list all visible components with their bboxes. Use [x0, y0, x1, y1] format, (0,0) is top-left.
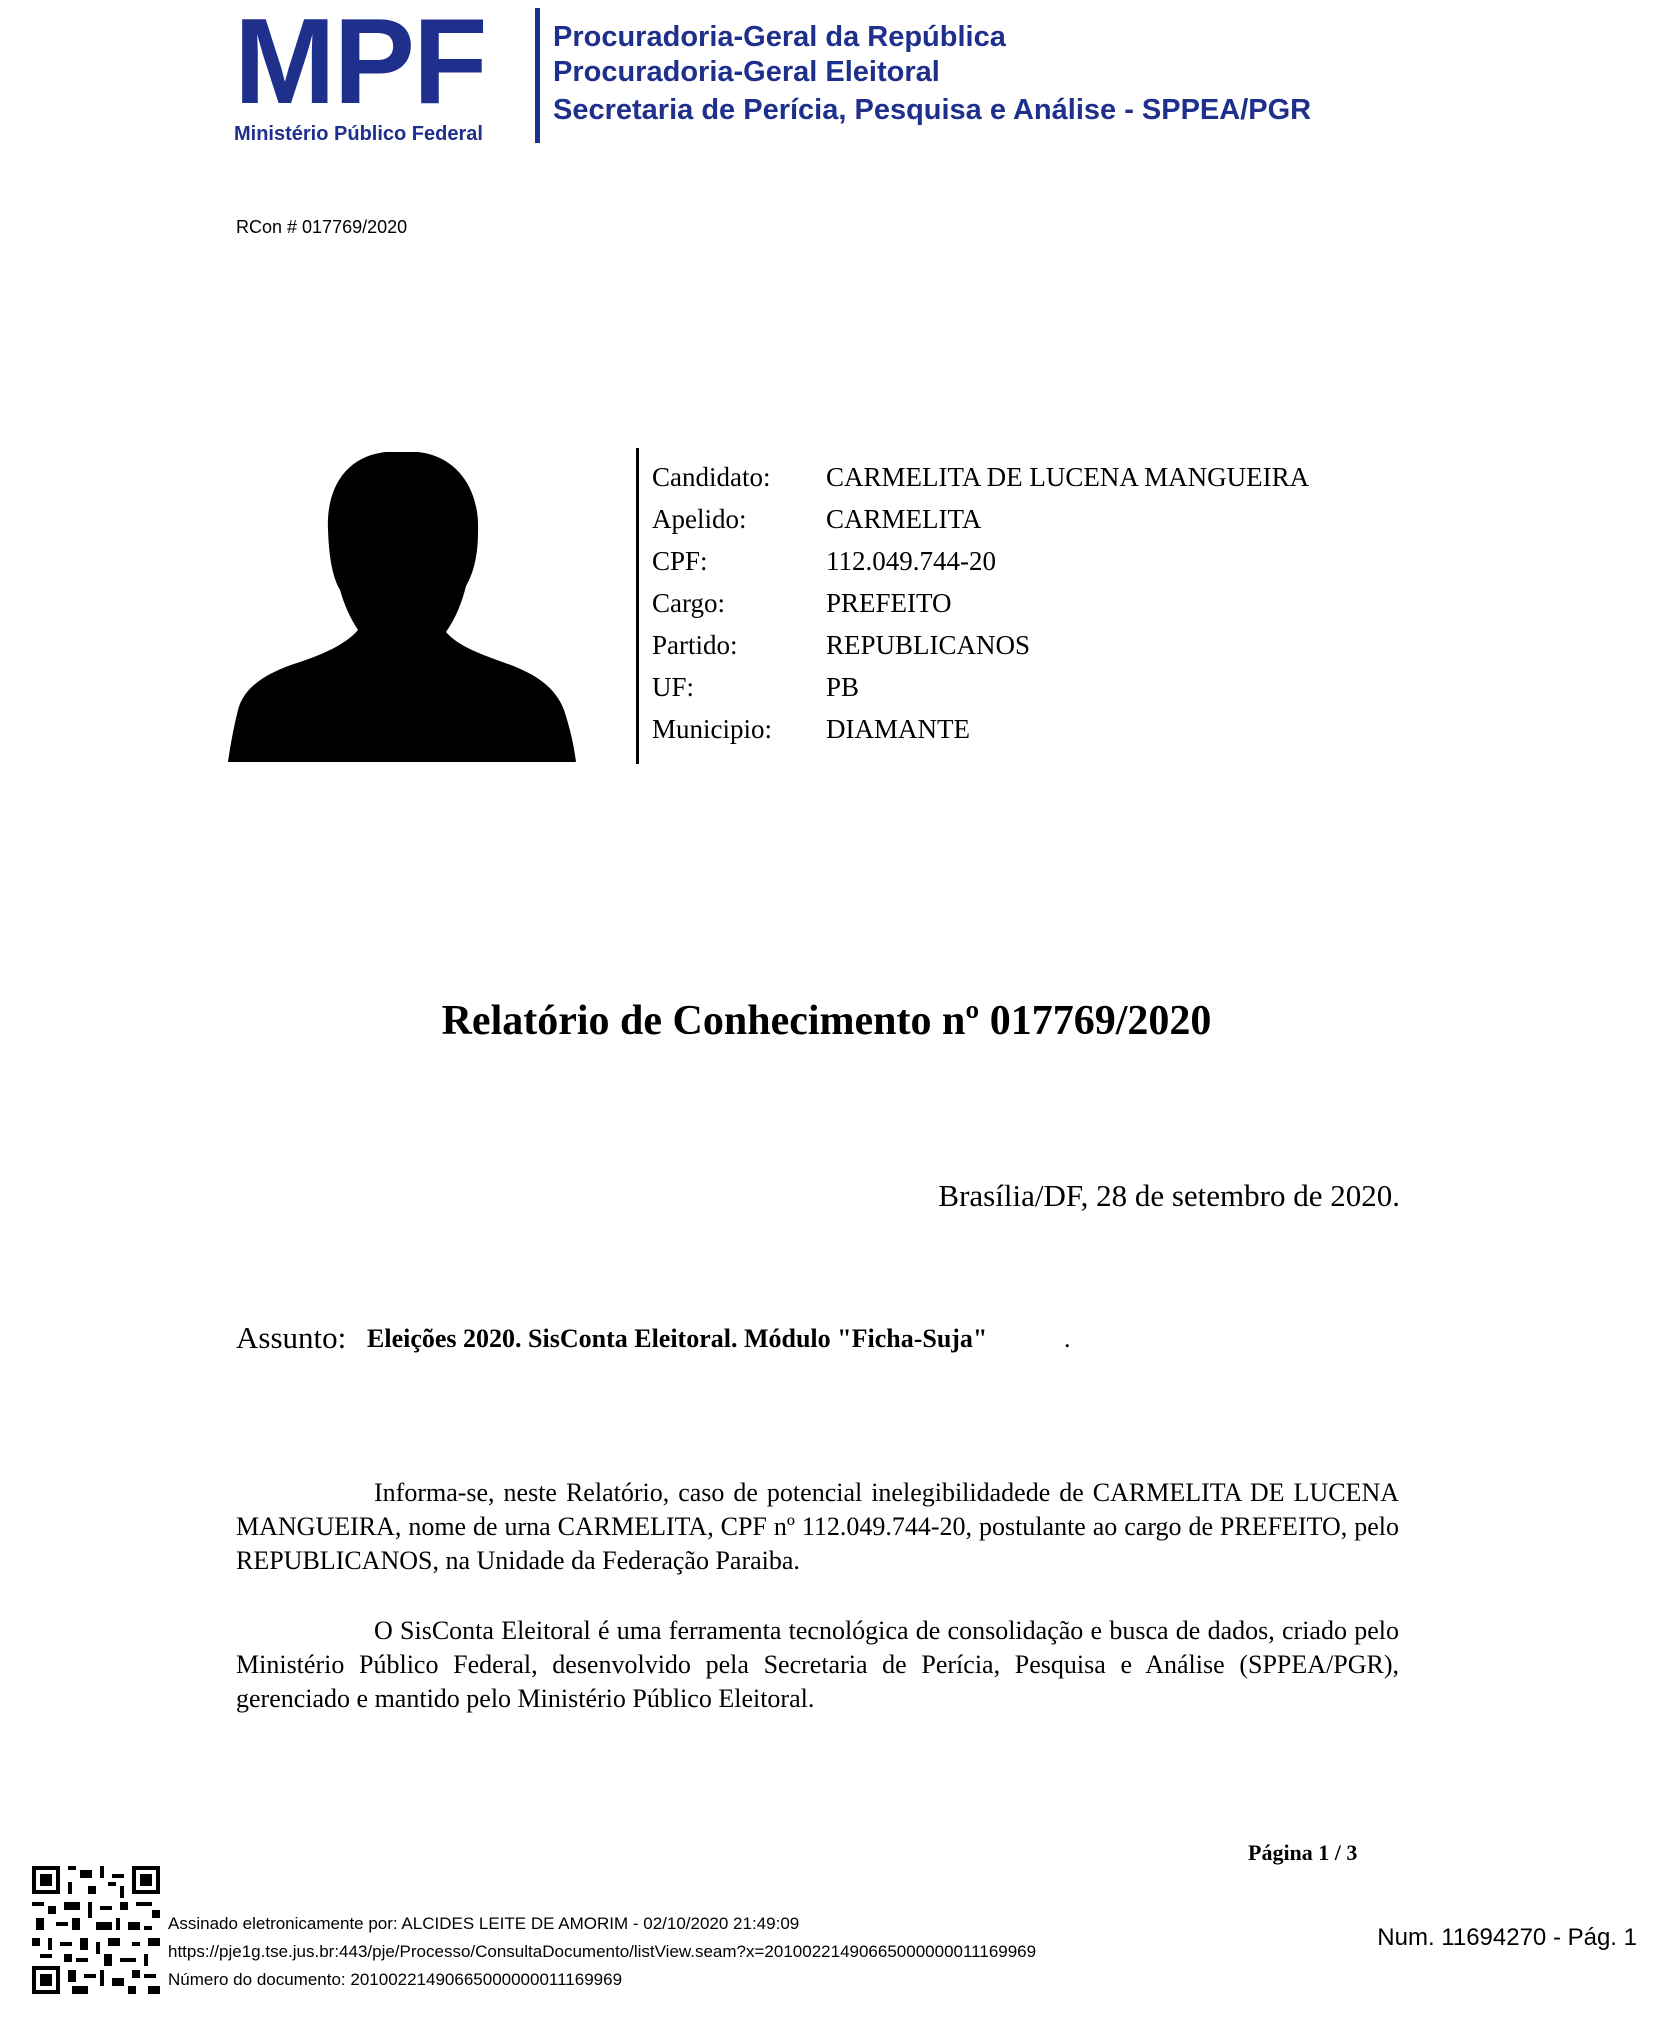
- org-line-pgr: Procuradoria-Geral da República: [553, 21, 1006, 53]
- report-title: Relatório de Conhecimento nº 017769/2020: [441, 998, 1212, 1044]
- verification-url[interactable]: https://pje1g.tse.jus.br:443/pje/Processo/ConsultaDocumento/listView.seam?x=20100221490665000000011169969: [168, 1942, 1037, 1961]
- qr-code-icon: [32, 1866, 160, 1994]
- municipality-value: DIAMANTE: [826, 714, 970, 744]
- state-label: UF:: [652, 672, 695, 702]
- cpf-value: 112.049.744-20: [826, 546, 996, 576]
- municipality-label: Municipio:: [652, 714, 772, 744]
- nickname-label: Apelido:: [652, 504, 747, 534]
- paragraph-2: O SisConta Eleitoral é uma ferramenta tecnológica de consolidação e busca de dados, criado pelo Ministério Público Federal, desenvolvido pela Secretaria de Perícia, Pesquisa e Análise (SPPEA/PGR), gerenciado e mantido pelo Ministério Público Eleitoral.: [236, 1616, 1399, 1713]
- num-page: Num. 11694270 - Pág. 1: [1377, 1924, 1637, 1951]
- org-line-sppea: Secretaria de Perícia, Pesquisa e Análise - SPPEA/PGR: [553, 94, 1312, 126]
- mpf-logo: MPF: [234, 0, 486, 129]
- state-value: PB: [826, 672, 860, 702]
- subject-text: Eleições 2020. SisConta Eleitoral. Módulo "Ficha-Suja": [367, 1324, 988, 1353]
- nickname-value: CARMELITA: [826, 504, 982, 534]
- party-label: Partido:: [652, 630, 738, 660]
- party-value: REPUBLICANOS: [826, 630, 1031, 660]
- rcon-number: RCon # 017769/2020: [236, 217, 408, 237]
- office-label: Cargo:: [652, 588, 725, 618]
- logo-divider: [535, 8, 540, 143]
- info-divider: [636, 448, 639, 764]
- candidate-value: CARMELITA DE LUCENA MANGUEIRA: [826, 462, 1310, 492]
- candidate-label: Candidato:: [652, 462, 771, 492]
- logo-subtitle: Ministério Público Federal: [234, 123, 483, 145]
- person-silhouette-icon: [228, 448, 576, 762]
- cpf-label: CPF:: [652, 546, 708, 576]
- signed-by: Assinado eletronicamente por: ALCIDES LEITE DE AMORIM - 02/10/2020 21:49:09: [168, 1914, 800, 1933]
- subject-label: Assunto:: [236, 1320, 347, 1355]
- subject-period: .: [1064, 1324, 1071, 1353]
- document-number: Número do documento: 20100221490665000000011169969: [168, 1970, 623, 1989]
- org-line-pge: Procuradoria-Geral Eleitoral: [553, 56, 940, 88]
- page-number: Página 1 / 3: [1248, 1840, 1358, 1865]
- place-date: Brasília/DF, 28 de setembro de 2020.: [938, 1178, 1400, 1213]
- office-value: PREFEITO: [826, 588, 952, 618]
- paragraph-1: Informa-se, neste Relatório, caso de potencial inelegibilidadede de CARMELITA DE LUCENA MANGUEIRA, nome de urna CARMELITA, CPF nº 112.049.744-20, postulante ao cargo de PREFEITO, pelo REPUBLICANOS, na Unidade da Federação Paraiba.: [236, 1478, 1399, 1575]
